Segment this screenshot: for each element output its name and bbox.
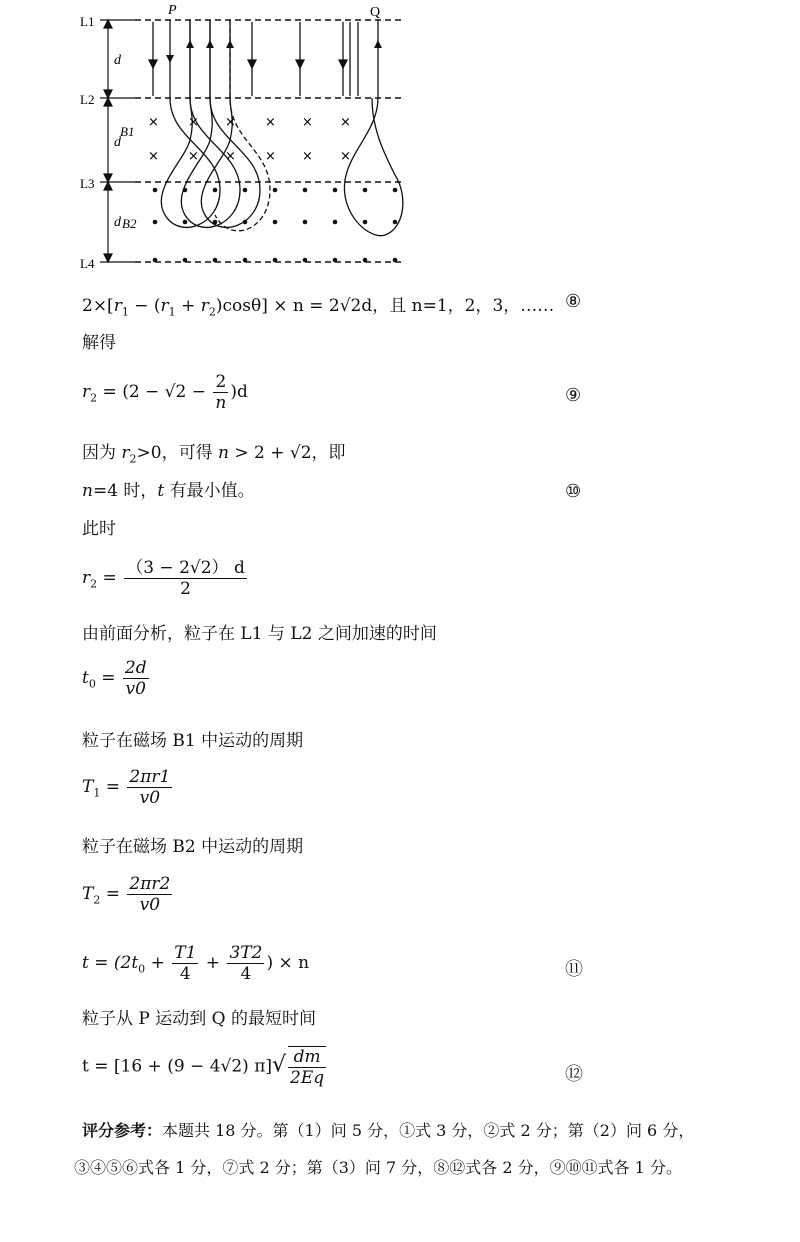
- svg-text:×: ×: [148, 149, 159, 164]
- equation-t0: $t_0$ = $\frac{2d}{v0}$: [82, 658, 147, 699]
- svg-text:×: ×: [340, 115, 351, 130]
- label-b2: B2: [122, 216, 137, 231]
- label-l4: L4: [80, 256, 95, 271]
- svg-text:×: ×: [225, 115, 236, 130]
- svg-text:×: ×: [148, 115, 159, 130]
- label-d-top: d: [114, 53, 121, 68]
- equation-number-10: ⑩: [565, 481, 582, 502]
- scoring-label: 评分参考：: [82, 1121, 163, 1140]
- equation-T2: $T_2$ = $\frac{2\pi r2}{v0}$: [82, 874, 171, 915]
- text-period-b1: 粒子在磁场 B1 中运动的周期: [82, 731, 304, 751]
- label-l1: L1: [80, 14, 95, 29]
- svg-text:×: ×: [302, 149, 313, 164]
- label-d-bottom: d: [114, 215, 121, 230]
- text-n-equals-4: n=4 时，t 有最小值。: [82, 481, 255, 501]
- svg-text:×: ×: [265, 115, 276, 130]
- svg-text:×: ×: [265, 149, 276, 164]
- text-jiede: 解得: [82, 333, 116, 353]
- equation-12: t = [16 + (9 − 4√2) π]√ $\frac{dm}{2Eq}$: [82, 1047, 325, 1088]
- label-q: Q: [370, 5, 381, 20]
- equation-number-8: ⑧: [565, 291, 582, 312]
- equation-8: $2\times[r_1 - (r_1 + r_2)\cos\theta] \times n = 2√2d$，且 n=1，2，3，……: [82, 296, 555, 319]
- svg-text:×: ×: [188, 115, 199, 130]
- svg-text:×: ×: [225, 149, 236, 164]
- text-shortest-time: 粒子从 P 运动到 Q 的最短时间: [82, 1009, 316, 1029]
- equation-T1: $T_1$ = $\frac{2\pi r1}{v0}$: [82, 767, 171, 808]
- label-l3: L3: [80, 176, 95, 191]
- equation-r2-value: $r_2$ = $\frac{(3 - 2√2) d}{2}$: [82, 558, 245, 599]
- scoring-line-2: ③④⑤⑥式各 1 分，⑦式 2 分；第（3）问 7 分，⑧⑫式各 2 分，⑨⑩⑪式各 1 分。: [74, 1158, 682, 1177]
- b1-field-crosses: [148, 115, 351, 164]
- label-p: P: [168, 3, 177, 18]
- svg-text:×: ×: [340, 149, 351, 164]
- label-b1: B1: [120, 124, 135, 139]
- equation-9: $r_2 = (2 - √2$ − $\frac{2}{n}$ )d: [82, 372, 248, 413]
- field-region-diagram: [70, 0, 420, 275]
- text-because: 因为 $r_2>0$，可得 n > 2 + √2，即: [82, 443, 346, 466]
- svg-text:×: ×: [302, 115, 313, 130]
- equation-number-9: ⑨: [565, 385, 582, 406]
- equation-11: $t = (2t_0$ + $\frac{T1}{4}$ + $\frac{3T2}{4}$ ) × n: [82, 943, 310, 984]
- equation-number-12: ⑫: [565, 1064, 583, 1085]
- equation-number-11: ⑪: [565, 959, 583, 980]
- text-cishi: 此时: [82, 519, 116, 539]
- svg-text:×: ×: [188, 149, 199, 164]
- text-period-b2: 粒子在磁场 B2 中运动的周期: [82, 837, 304, 857]
- text-accel-time: 由前面分析，粒子在 L1 与 L2 之间加速的时间: [82, 624, 437, 644]
- label-d-mid: d: [114, 135, 121, 150]
- electric-field-lines: [149, 22, 358, 96]
- label-l2: L2: [80, 92, 95, 107]
- scoring-line-1: 评分参考：本题共 18 分。第（1）问 5 分，①式 3 分，②式 2 分；第（2）问 6 分，: [82, 1121, 695, 1140]
